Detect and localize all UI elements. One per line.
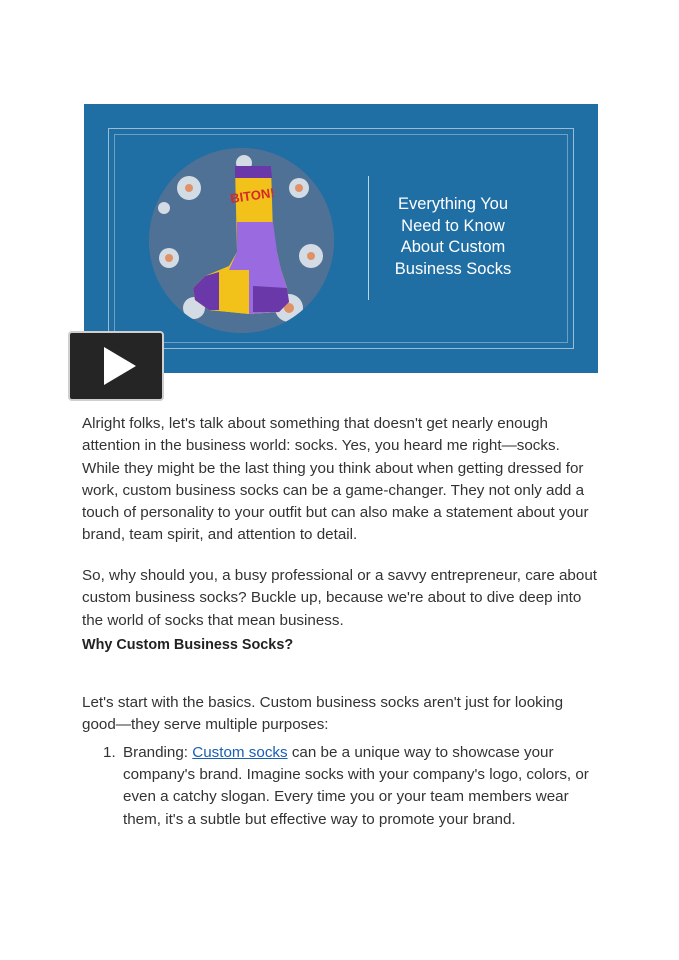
- list-item-text: [123, 742, 593, 831]
- sock-image: [149, 148, 334, 333]
- list-item-lead: Branding:: [123, 744, 193, 761]
- section-heading: Why Custom Business Socks?: [82, 637, 294, 653]
- video-play-button[interactable]: [68, 331, 164, 401]
- banner-divider: [368, 176, 369, 300]
- third-paragraph: Let's start with the basics. Custom business socks aren't just for looking good—they serve multiple purposes:: [82, 694, 564, 734]
- intro-paragraph: Alright folks, let's talk about something that doesn't get nearly enough attention in the business world: socks. Yes, you heard me right—socks. While they might be the last thing you think about when getting dressed for work, custom business socks can be a game-changer. They not only add a touch of personality to your outfit but can also make a statement about your brand, team spirit, and attention to detail.: [82, 415, 589, 544]
- sock-illustration: [149, 148, 334, 333]
- sock-text: BITON!: [229, 185, 276, 207]
- list-item-rest: can be a unique way to showcase your company's brand. Imagine socks with your company's logo, colors, or even a catchy slogan. Every time you or your team members wear them, it's a subtle but effective way to promote your brand.: [123, 744, 589, 828]
- banner-title: Everything You Need to Know About Custom Business Socks: [394, 195, 512, 278]
- custom-socks-link[interactable]: Custom socks: [192, 744, 288, 761]
- second-paragraph: So, why should you, a busy professional or a savvy entrepreneur, care about custom business socks? Buckle up, because we're about to dive deep into the world of socks that mean business.: [82, 567, 597, 629]
- play-icon: [70, 333, 162, 399]
- list-item-number: 1.: [103, 744, 116, 761]
